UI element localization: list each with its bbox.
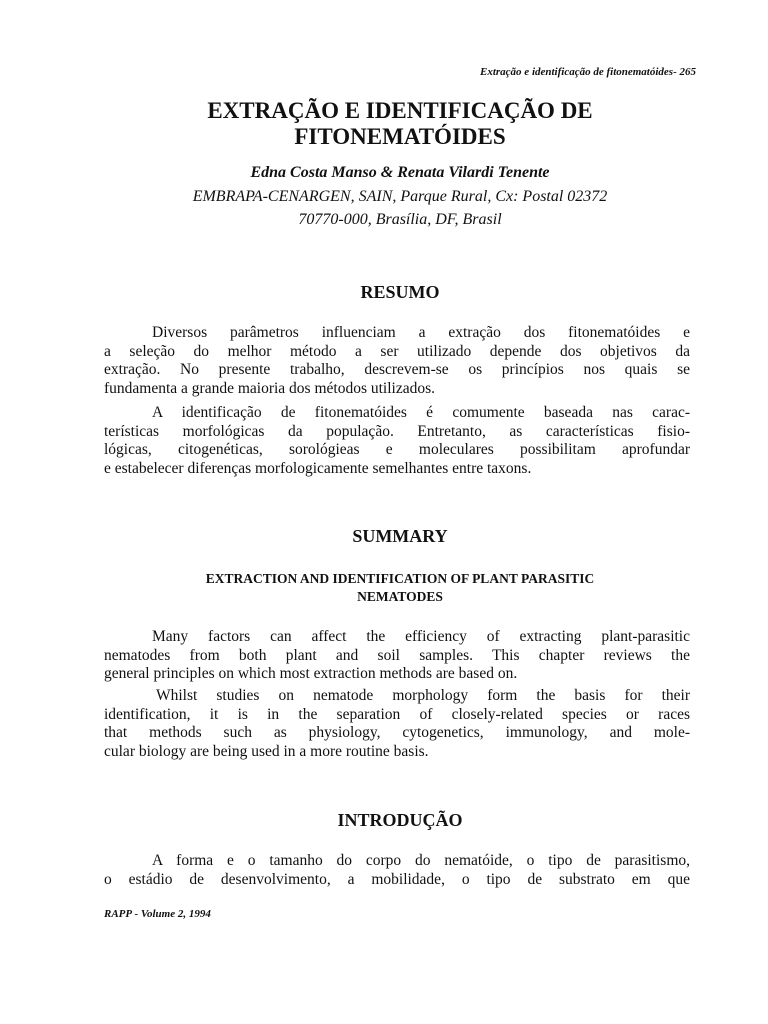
- text-line: A identificação de fitonematóides é comumente baseada nas carac-: [152, 404, 690, 421]
- text-line: cular biology are being used in a more routine basis.: [104, 742, 429, 760]
- text-line: Many factors can affect the efficiency of extracting plant-parasitic: [152, 628, 690, 645]
- text-line: fundamenta a grande maioria dos métodos utilizados.: [104, 379, 436, 397]
- text-line: identification, it is in the separation of closely-related species or races: [104, 705, 690, 723]
- text-line: a seleção do melhor método a ser utilizado depende dos objetivos da: [104, 342, 690, 360]
- summary-heading: SUMMARY: [352, 526, 448, 546]
- summary-paragraph-2: [104, 687, 690, 761]
- resumo-paragraph-2: [104, 404, 690, 478]
- text-line: e estabelecer diferenças morfologicamente semelhantes entre taxons.: [104, 459, 532, 477]
- journal-footer: RAPP - Volume 2, 1994: [104, 908, 211, 920]
- english-title-line-1: EXTRACTION AND IDENTIFICATION OF PLANT PARASITIC: [205, 571, 595, 586]
- english-title-line-2: NEMATODES: [357, 589, 443, 604]
- paper-title: [0, 98, 768, 150]
- text-line: A forma e o tamanho do corpo do nematóide, o tipo de parasitismo,: [152, 852, 690, 869]
- text-line: Diversos parâmetros influenciam a extração dos fitonematóides e: [152, 324, 690, 341]
- resumo-paragraph-1: [104, 324, 690, 398]
- authors: Edna Costa Manso & Renata Vilardi Tenente: [250, 164, 550, 181]
- running-head: Extração e identificação de fitonematóides- 265: [480, 66, 696, 78]
- title-line-2: FITONEMATÓIDES: [294, 124, 506, 149]
- text-line: extração. No presente trabalho, descrevem-se os princípios nos quais se: [104, 361, 690, 379]
- introducao-heading: INTRODUÇÃO: [337, 810, 463, 830]
- resumo-heading: RESUMO: [360, 282, 440, 302]
- text-line: general principles on which most extraction methods are based on.: [104, 665, 518, 683]
- affiliation-line-2: 70770-000, Brasília, DF, Brasil: [298, 211, 502, 228]
- text-line: Whilst studies on nematode morphology form the basis for their: [156, 687, 690, 704]
- text-line: lógicas, citogenéticas, sorológieas e moleculares possibilitam aprofundar: [104, 441, 690, 459]
- text-line: o estádio de desenvolvimento, a mobilidade, o tipo de substrato em que: [104, 870, 690, 888]
- text-line: terísticas morfológicas da população. Entretanto, as características fisio-: [104, 422, 690, 440]
- summary-paragraph-1: [104, 628, 690, 684]
- text-line: that methods such as physiology, cytogenetics, immunology, and mole-: [104, 724, 690, 742]
- title-line-1: EXTRAÇÃO E IDENTIFICAÇÃO DE: [207, 98, 593, 123]
- introducao-paragraph-1: [104, 852, 690, 889]
- english-title: [0, 570, 768, 606]
- affiliation-line-1: EMBRAPA-CENARGEN, SAIN, Parque Rural, Cx: Postal 02372: [192, 188, 608, 205]
- text-line: nematodes from both plant and soil samples. This chapter reviews the: [104, 646, 690, 664]
